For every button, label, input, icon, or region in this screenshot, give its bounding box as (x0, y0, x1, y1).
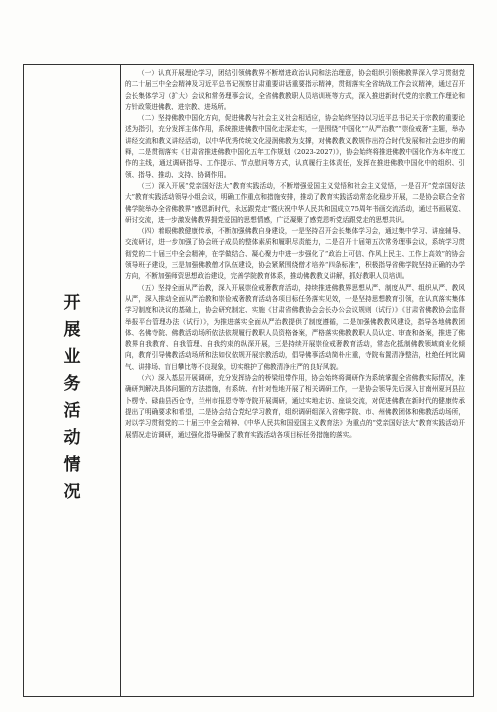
paragraph-4: （四）着眼佛教健康传承，不断加强佛教自身建设，一是坚持召开会长集体学习会，通过集中学习、讲座辅导、交流研讨，进一步加强了协会班子成员的整体素质和履职尽责能力，二是召开十届第五次常务理事会议，系统学习贯彻党的二十届三中全会精神，在学做结合、凝心聚力中进一步强化了“政治上可信、作风上民主、工作上高效”的协会领导班子建设，三是加强佛教僧才队伍建设，协会紧紧围绕僧才培养“四条标准”，积极指导省佛学院坚持正确的办学方向，不断加强师资思想政治建设，完善学院教育体系，推动佛教教义讲解，抓好教职人员培训。 (125, 227, 465, 281)
form-table (23, 64, 474, 697)
section-title-char: 况 (63, 482, 81, 502)
section-title-char: 动 (63, 428, 81, 448)
paragraph-5: （五）坚持全面从严治教，深入开展崇俭戒奢教育活动，持续推进佛教界思想从严、制度从严、组织从严、教风从严，深入推动全面从严治教和崇俭戒奢教育活动各项目标任务落实见效，一是坚持思想教育引领，在认真落实集体学习制度和决议的基础上，协会研究制定、实施《甘肃省佛教协会会长办公会议规则（试行）》《甘肃省佛教协会监督举报平台管理办法（试行）》，为推进落实全面从严治教提供了制度遵循，二是加强佛教教风建设，指导各地佛教团体、名佛寺院、佛教活动场所依法依规履行教职人员资格备案，严格落实佛教教职人员认定、审查和备案，推进了佛教界自我教育、自我管理、自我约束的纵深开展，三是持续开展崇俭戒奢教育活动，常态化抵制佛教领域商业化倾向，教育引导佛教活动场所和法如仪依规开展宗教活动，倡导佛事活动简朴庄重，寺院布置清净整洁，杜绝任何比阔气、讲排场、盲目攀比等不良现象，切实维护了佛教清净庄严的良好风貌。 (125, 283, 465, 371)
section-title-char: 情 (63, 455, 81, 475)
paragraph-2: （二）坚持佛教中国化方向，促进佛教与社会主义社会相适应，协会始终坚持以习近平总书记关于宗教的重要论述为指引，充分发挥主体作用，系统推进佛教中国化走深走实，一是围绕“中国化”“从严治教”“崇俭戒奢”主题，举办讲经交流和教义讲经活动，以中华优秀传统文化浸润佛教为支撑，对佛教教义教规作出符合时代发展和社会进步的阐释，二是贯彻落实《甘肃省推进佛教中国化五年工作规划（2023-2027）》，协会始终将推进佛教中国化作为本年度工作的主线，通过调研指导、工作提示、节点慰问等方式，认真履行主体责任，发挥在推进佛教中国化中的组织、引领、指导、推动、支持、协调作用。 (125, 114, 465, 179)
paragraph-3: （三）深入开展“党亲国好法大”教育实践活动，不断增强爱国主义觉悟和社会主义觉悟，一是召开“党亲国好法大”教育实践活动领导小组会议，明确工作重点和措施安排，推动了教育实践活动常态化稳步开展，二是协会联合全省佛学院举办全省佛教界“感恩新时代，永远跟党走”暨庆祝中华人民共和国成立75周年书画交流活动，通过书画展览、研讨交流，进一步激发佛教界拥党爱国的思想情感，广泛凝聚了感党恩听党话跟党走的思想共识。 (125, 181, 465, 224)
section-title-char: 务 (63, 374, 81, 394)
content-cell (125, 68, 465, 441)
section-label-cell (24, 65, 121, 696)
section-title-char: 展 (63, 320, 81, 340)
paragraph-1: （一）认真开展理论学习，团结引领佛教界不断增进政治认同和法治理意，协会组织引领佛教界深入学习贯彻党的二十届三中全会精神及习近平总书记视察甘肃重要讲话重要指示精神，贯彻落实全省统战工作会议精神，通过召开会长集体学习（扩大）会议和常务理事会议，全省佛教教职人员培训班等方式，深入推进新时代党的宗教工作理论和方针政策进佛教、进宗教、进场所。 (125, 69, 465, 111)
section-title (24, 290, 120, 506)
section-title-char: 业 (63, 347, 81, 367)
paragraph-6: （六）深入基层开展调研，充分发挥协会的桥梁纽带作用，协会始终将调研作为系统掌握全省佛教实际情况，准确研判解决具体问题的方法措施，有系统、有针对性地开展了相关调研工作，一是协会领导先后深入甘南州夏河县拉卜楞寺、碌曲县西仓寺，兰州市报恩寺等寺院开展调研，通过实地走访、座谈交流，对促进佛教在新时代的健康传承提出了明确要求和希望，二是协会结合党纪学习教育，组织调研组深入省佛学院、市、州佛教团体和佛教活动场所，对以学习贯彻党的二十届三中全会精神、《中华人民共和国爱国主义教育法》为重点的“党亲国好法大”教育实践活动开展情况走访调研，通过强化指导确保了教育实践活动各项目标任务措施的落实。 (125, 374, 465, 439)
section-title-char: 开 (63, 293, 81, 313)
section-title-char: 活 (63, 401, 81, 421)
